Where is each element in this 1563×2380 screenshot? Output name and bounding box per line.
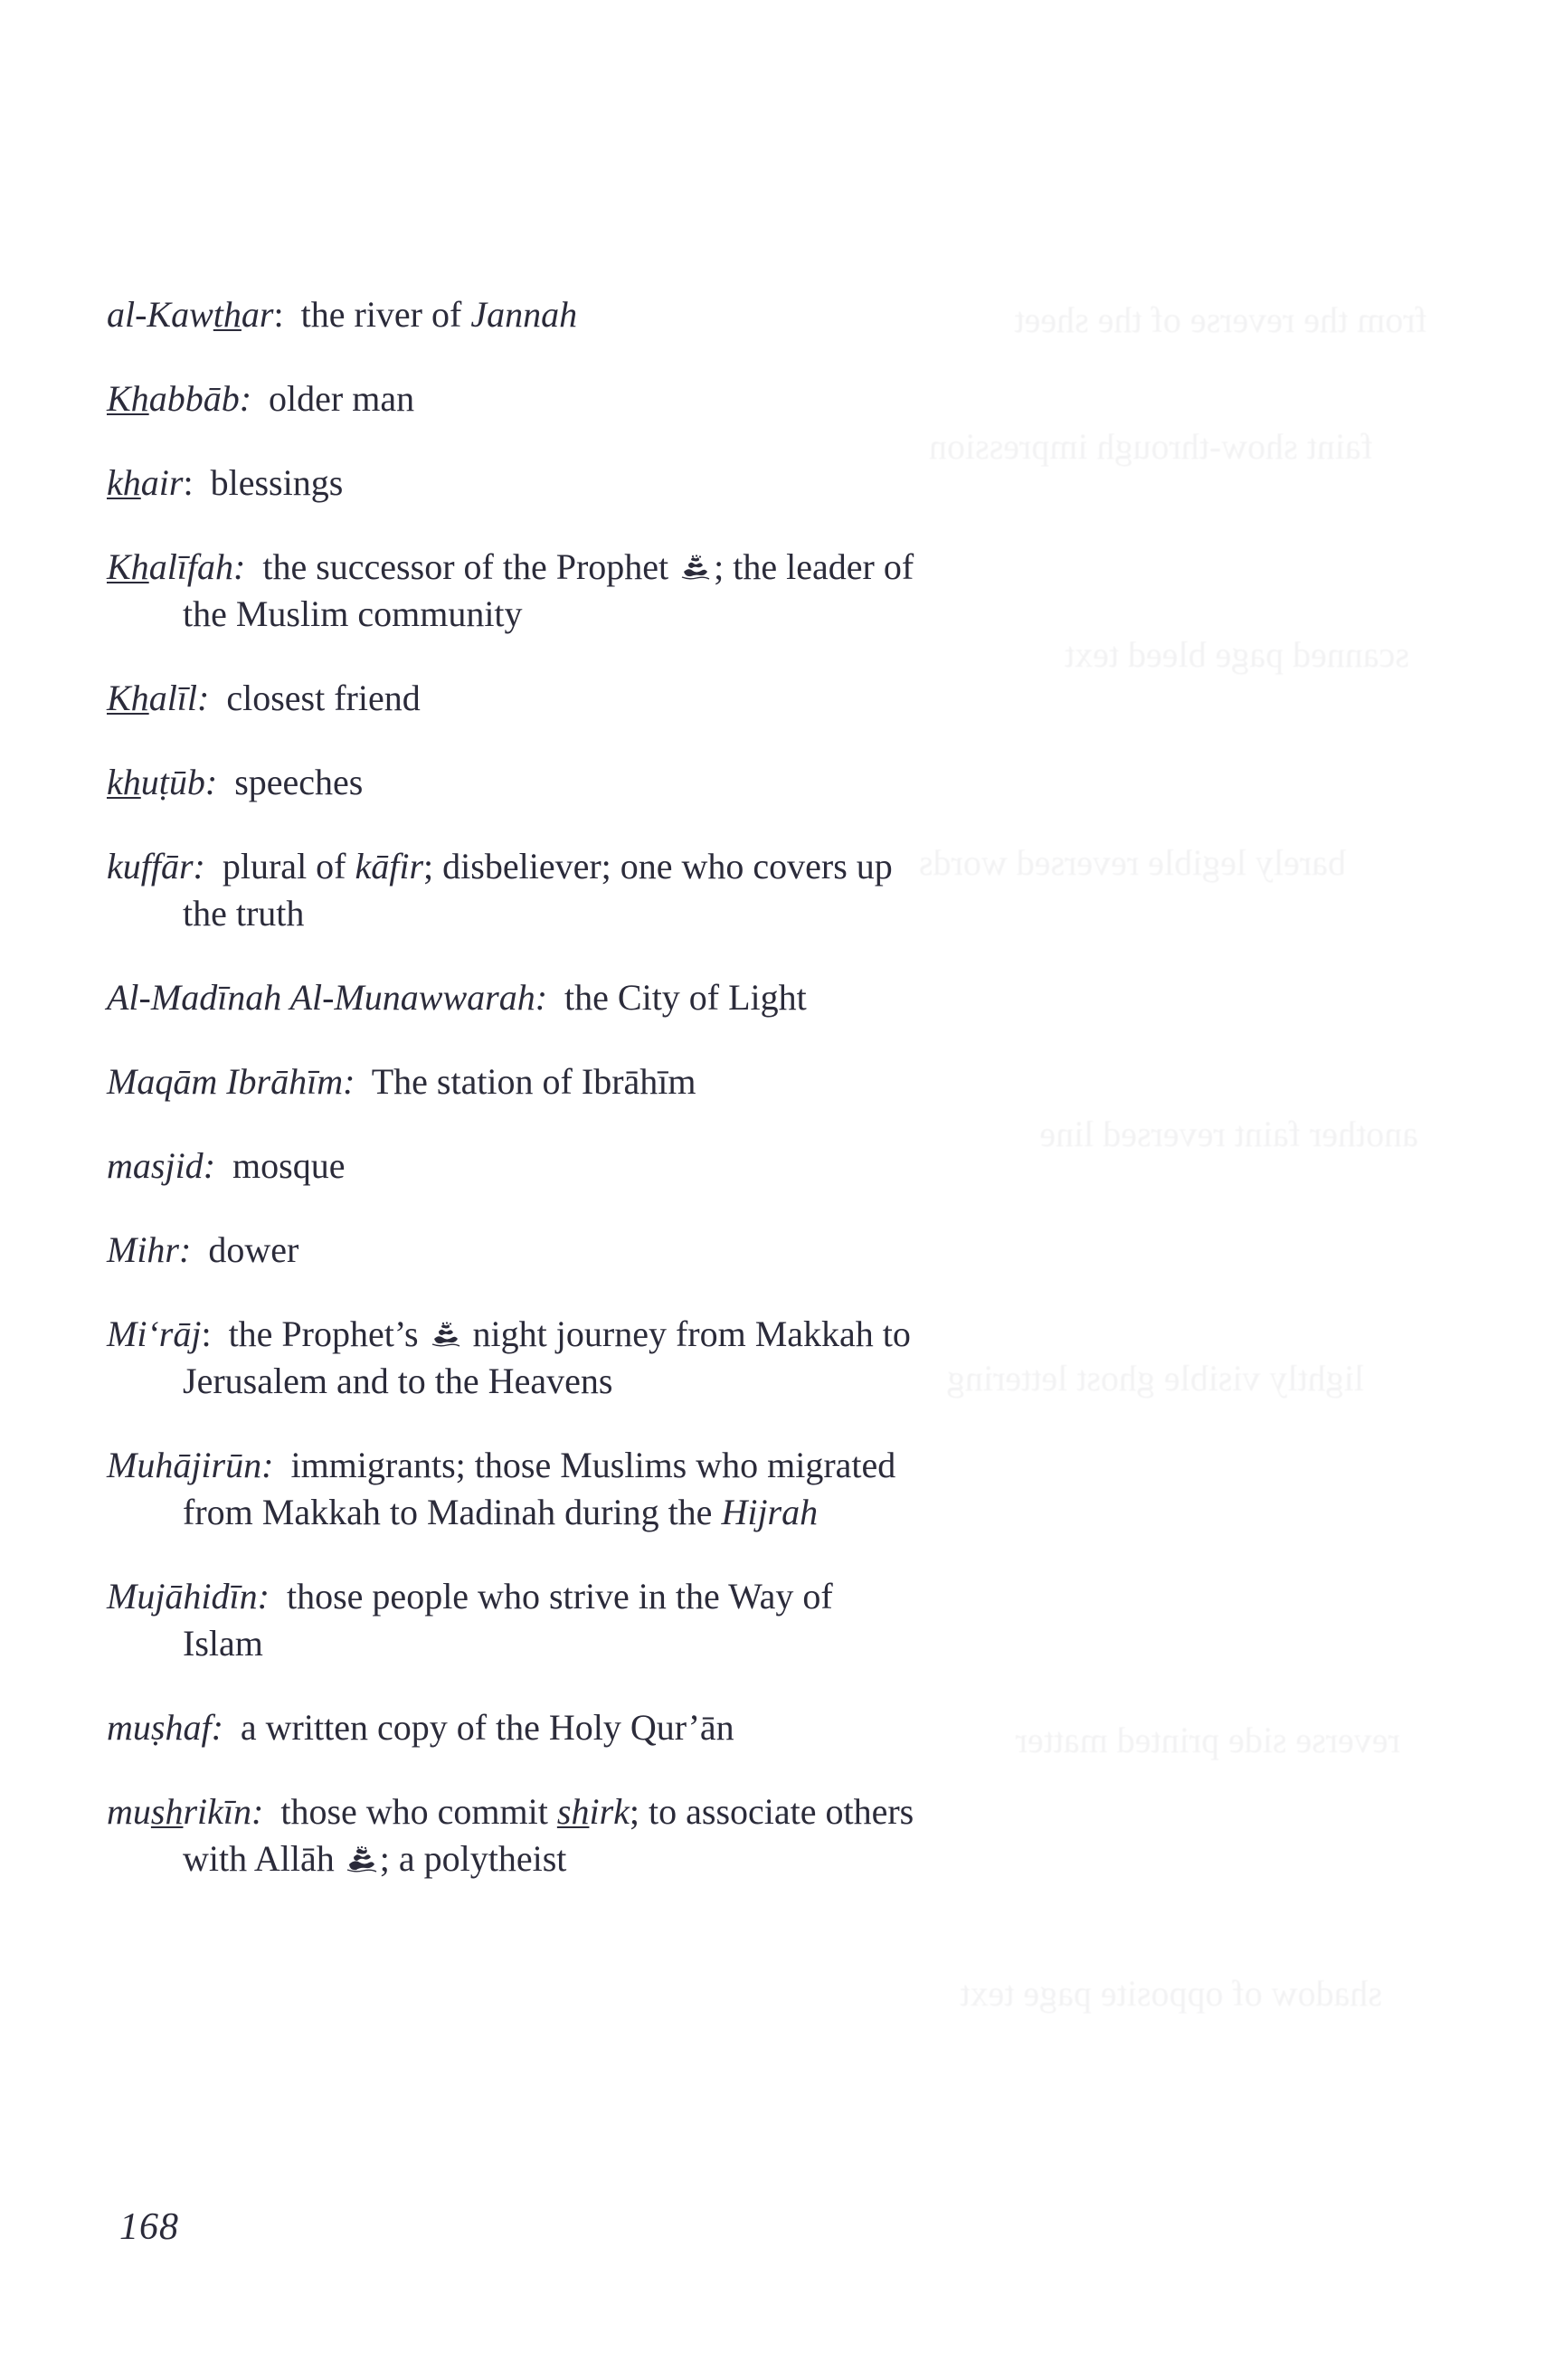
entry-separator: : [211, 1707, 223, 1748]
glossary-definition: those who commit [271, 1791, 557, 1832]
glossary-entry [107, 759, 1310, 806]
glossary-term: Khalīl: [107, 678, 210, 718]
entry-line [107, 1227, 1310, 1274]
glossary-term: Mujāhidīn: [107, 1576, 270, 1617]
entry-line [107, 544, 1310, 591]
entry-separator: : [535, 977, 548, 1018]
entry-line [107, 1442, 1310, 1489]
glossary-term: Khalīfah: [107, 546, 246, 587]
definition-italic-term: Jannah [470, 294, 578, 335]
entry-line [107, 1143, 1310, 1190]
glossary-term: muṣhaf: [107, 1707, 223, 1748]
glossary-entry [107, 1311, 1310, 1405]
entry-continuation-line: with Allāh ; a polytheist [183, 1838, 567, 1879]
glossary-entry [107, 675, 1310, 722]
glossary-entry [107, 1227, 1310, 1274]
entry-continuation-line: Islam [183, 1623, 263, 1664]
glossary-definition: the Prophet’s [219, 1313, 428, 1354]
entry-continuation-line: from Makkah to Madinah during the Hijrah [183, 1492, 819, 1532]
glossary-entry [107, 1143, 1310, 1190]
entry-line [107, 1311, 1310, 1358]
entry-separator: : [203, 1145, 216, 1186]
glossary-definition: a written copy of the Holy Qur’ān [231, 1707, 734, 1748]
entry-separator: : [261, 1445, 274, 1485]
glossary-entry [107, 544, 1310, 638]
entry-separator: : [233, 546, 246, 587]
definition-italic-term: kāfir [355, 846, 424, 887]
glossary-entry [107, 291, 1310, 338]
entry-separator: : [201, 1313, 212, 1354]
glossary-entry [107, 1573, 1310, 1667]
glossary-definition: The station of Ibrāhīm [363, 1061, 696, 1102]
glossary-term: Al-Madīnah Al-Munawwarah: [107, 977, 548, 1018]
entry-continuation-line: the Muslim community [183, 593, 523, 634]
entry-continuation-line: Jerusalem and to the Heavens [183, 1361, 613, 1401]
glossary-definition: mosque [223, 1145, 346, 1186]
glossary-term: Maqām Ibrāhīm: [107, 1061, 355, 1102]
glossary-entry [107, 375, 1310, 422]
entry-separator: : [204, 762, 218, 802]
page-number: 168 [119, 2206, 179, 2248]
entry-separator: : [183, 462, 194, 503]
glossary-term: Khabbāb: [107, 378, 252, 419]
glossary-definition: blessings [201, 462, 344, 503]
glossary-definition: those people who strive in the Way of [278, 1576, 833, 1617]
definition-italic-term: shirk [556, 1791, 630, 1832]
glossary-definition-cont: ; the leader of [714, 546, 914, 587]
glossary-definition: the successor of the Prophet [253, 546, 678, 587]
entry-line [107, 974, 1310, 1021]
glossary-term: masjid: [107, 1145, 216, 1186]
entry-line [107, 1788, 1310, 1835]
entry-separator: : [193, 846, 205, 887]
glossary-definition-cont: ; disbeliever; one who covers up [423, 846, 893, 887]
glossary-definition: closest friend [217, 678, 421, 718]
glossary-entry [107, 1788, 1310, 1882]
glossary-term: Mi‘rāj [107, 1313, 202, 1354]
entry-separator: : [257, 1576, 270, 1617]
sallallahu-alayhi-wasallam-icon [431, 1321, 461, 1348]
glossary-term: kuffār: [107, 846, 205, 887]
entry-separator: : [273, 294, 284, 335]
glossary-entry [107, 1704, 1310, 1751]
glossary-entry-list [107, 291, 1310, 1920]
entry-separator: : [179, 1229, 192, 1270]
entry-line [107, 291, 1310, 338]
entry-line [107, 1058, 1310, 1105]
glossary-term: Mihr: [107, 1229, 192, 1270]
glossary-term: al-Kawthar [107, 294, 274, 335]
glossary-definition: plural of [213, 846, 355, 887]
entry-line [107, 460, 1310, 507]
entry-line [107, 1704, 1310, 1751]
entry-line [107, 375, 1310, 422]
glossary-term: Muhājirūn: [107, 1445, 274, 1485]
continuation-italic-term: Hijrah [721, 1492, 819, 1532]
glossary-entry [107, 843, 1310, 937]
glossary-definition: speeches [225, 762, 364, 802]
glossary-definition: the river of [291, 294, 471, 335]
entry-separator: : [239, 378, 252, 419]
entry-line [107, 1573, 1310, 1620]
glossary-entry [107, 1058, 1310, 1105]
glossary-definition: older man [260, 378, 415, 419]
glossary-term: khuṭūb: [107, 762, 218, 802]
glossary-definition: dower [199, 1229, 299, 1270]
entry-line [107, 759, 1310, 806]
entry-continuation-line: the truth [183, 893, 305, 934]
glossary-entry [107, 460, 1310, 507]
entry-separator: : [251, 1791, 264, 1832]
entry-separator: : [197, 678, 210, 718]
glossary-term: khair [107, 462, 184, 503]
glossary-entry [107, 974, 1310, 1021]
glossary-definition: the City of Light [555, 977, 807, 1018]
glossary-definition: immigrants; those Muslims who migrated [281, 1445, 896, 1485]
entry-line [107, 675, 1310, 722]
glossary-term: mushrikīn: [107, 1791, 264, 1832]
glossary-definition-cont: ; to associate others [629, 1791, 914, 1832]
glossary-entry [107, 1442, 1310, 1536]
subhanahu-wa-taala-icon [346, 1845, 377, 1873]
glossary-definition-cont: night journey from Makkah to [463, 1313, 911, 1354]
entry-separator: : [343, 1061, 355, 1102]
sallallahu-alayhi-wasallam-icon [680, 554, 711, 581]
entry-line [107, 843, 1310, 890]
